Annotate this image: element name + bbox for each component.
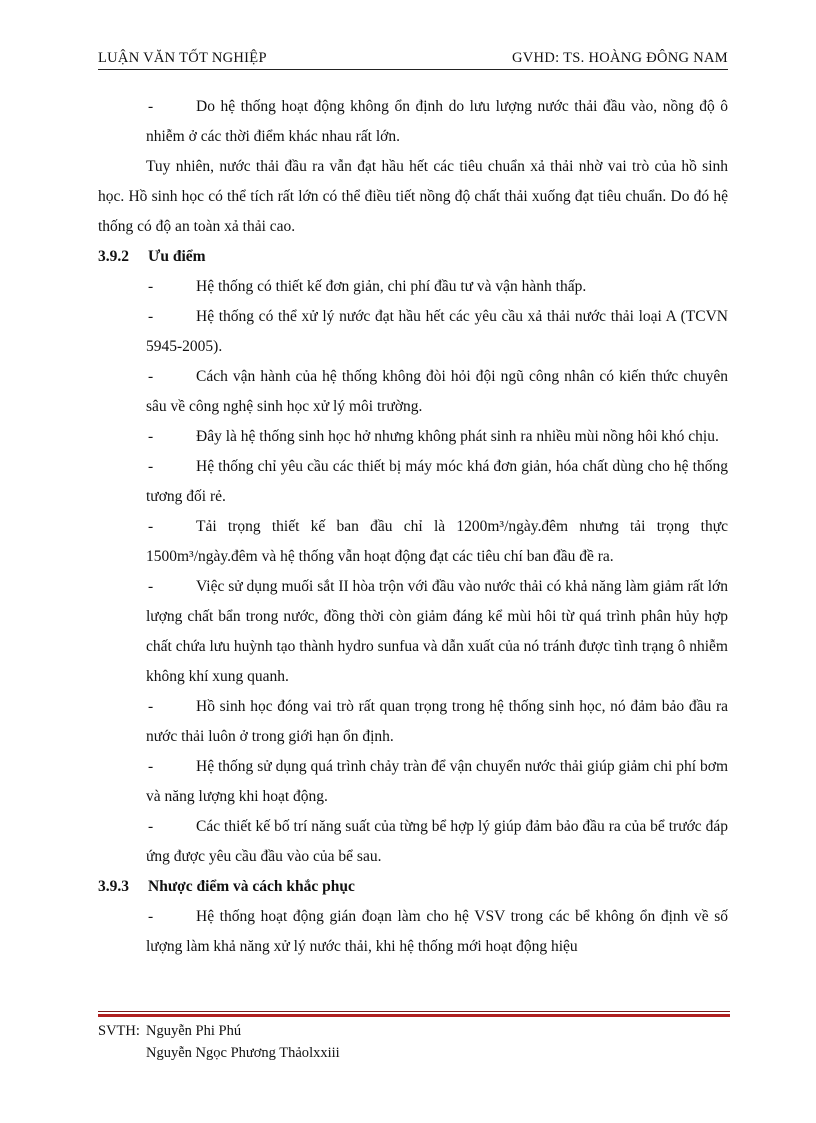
footer-label: SVTH: — [98, 1023, 140, 1039]
document-body — [98, 92, 728, 962]
bullet-dash: - — [148, 518, 154, 535]
bullet-item — [98, 272, 728, 302]
section-heading-3-9-3 — [98, 872, 728, 902]
bullet-text: Các thiết kế bố trí năng suất của từng bể hợp lý giúp đảm bảo đầu ra của bể trước đáp ứng được yêu cầu đầu vào của bể sau. — [146, 818, 728, 865]
page-footer — [98, 1020, 340, 1064]
bullet-dash: - — [148, 458, 154, 475]
bullet-dash: - — [148, 758, 154, 775]
bullet-dash: - — [148, 428, 154, 445]
bullet-item — [98, 572, 728, 692]
bullet-text: Hệ thống hoạt động gián đoạn làm cho hệ VSV trong các bể không ổn định về số lượng làm khả năng xử lý nước thải, khi hệ thống mới hoạt động hiệu — [146, 908, 728, 955]
bullet-dash: - — [148, 908, 154, 925]
footer-student-2: Nguyễn Ngọc Phương Thảo — [146, 1045, 310, 1061]
bullet-item — [98, 92, 728, 152]
bullet-text: Cách vận hành của hệ thống không đòi hỏi đội ngũ công nhân có kiến thức chuyên sâu về công nghệ sinh học xử lý môi trường. — [146, 368, 728, 415]
bullet-text: Hệ thống có thiết kế đơn giản, chi phí đầu tư và vận hành thấp. — [196, 278, 587, 295]
bullet-dash: - — [148, 308, 154, 325]
bullet-dash: - — [148, 698, 154, 715]
page-header — [98, 46, 728, 70]
bullet-text: Hệ thống có thể xử lý nước đạt hầu hết các yêu cầu xả thải nước thải loại A (TCVN 5945-2005). — [146, 308, 728, 355]
section-heading-3-9-2 — [98, 242, 728, 272]
paragraph: Tuy nhiên, nước thải đầu ra vẫn đạt hầu hết các tiêu chuẩn xả thải nhờ vai trò của hồ sinh học. Hồ sinh học có thể tích rất lớn có thể điều tiết nồng độ chất thải xuống đạt tiêu chuẩn. Do đó hệ thống có độ an toàn xả thải cao. — [98, 158, 728, 235]
section-number: 3.9.3 — [98, 878, 129, 895]
bullet-text: Việc sử dụng muối sắt II hòa trộn với đầu vào nước thải có khả năng làm giảm rất lớn lượng chất bẩn trong nước, đồng thời còn giảm đáng kể mùi hôi từ quá trình phân hủy hợp chất chứa lưu huỳnh tạo thành hydro sunfua và dẫn xuất của nó tránh được tình trạng ô nhiễm không khí xung quanh. — [146, 578, 728, 685]
bullet-dash: - — [148, 368, 154, 385]
bullet-item — [98, 902, 728, 962]
header-advisor: GVHD: TS. HOÀNG ĐÔNG NAM — [512, 50, 728, 66]
footer-line-1 — [98, 1020, 340, 1042]
bullet-dash: - — [148, 578, 154, 595]
bullet-item — [98, 302, 728, 362]
bullet-item — [98, 512, 728, 572]
bullet-item — [98, 692, 728, 752]
bullet-item — [98, 452, 728, 512]
bullet-text: Tải trọng thiết kế ban đầu chỉ là 1200m³/ngày.đêm nhưng tải trọng thực 1500m³/ngày.đêm và hệ thống vẫn hoạt động đạt các tiêu chí ban đầu đề ra. — [146, 518, 728, 565]
bullet-text: Hệ thống sử dụng quá trình chảy tràn để vận chuyển nước thải giúp giảm chi phí bơm và năng lượng khi hoạt động. — [146, 758, 728, 805]
header-divider — [98, 69, 728, 70]
bullet-item — [98, 752, 728, 812]
footer-student-1: Nguyễn Phi Phú — [146, 1023, 242, 1039]
section-number: 3.9.2 — [98, 248, 129, 265]
page-number: lxxiii — [309, 1045, 340, 1061]
header-thesis-title: LUẬN VĂN TỐT NGHIỆP — [98, 50, 267, 66]
bullet-item — [98, 362, 728, 422]
bullet-text: Hệ thống chỉ yêu cầu các thiết bị máy móc khá đơn giản, hóa chất dùng cho hệ thống tương đối rẻ. — [146, 458, 728, 505]
bullet-dash: - — [148, 278, 154, 295]
footer-divider-thick — [98, 1014, 730, 1017]
footer-divider-thin — [98, 1011, 730, 1012]
section-title: Ưu điểm — [148, 248, 206, 265]
section-title: Nhược điểm và cách khắc phục — [148, 878, 355, 895]
footer-line-2 — [98, 1042, 340, 1064]
bullet-dash: - — [148, 818, 154, 835]
bullet-text: Hồ sinh học đóng vai trò rất quan trọng trong hệ thống sinh học, nó đảm bảo đầu ra nước thải luôn ở trong giới hạn ổn định. — [146, 698, 728, 745]
bullet-item — [98, 812, 728, 872]
bullet-dash: - — [148, 98, 154, 115]
bullet-item — [98, 422, 728, 452]
bullet-text: Đây là hệ thống sinh học hở nhưng không phát sinh ra nhiều mùi nồng hôi khó chịu. — [196, 428, 719, 445]
bullet-text: Do hệ thống hoạt động không ổn định do lưu lượng nước thải đầu vào, nồng độ ô nhiễm ở các thời điểm khác nhau rất lớn. — [146, 98, 728, 145]
